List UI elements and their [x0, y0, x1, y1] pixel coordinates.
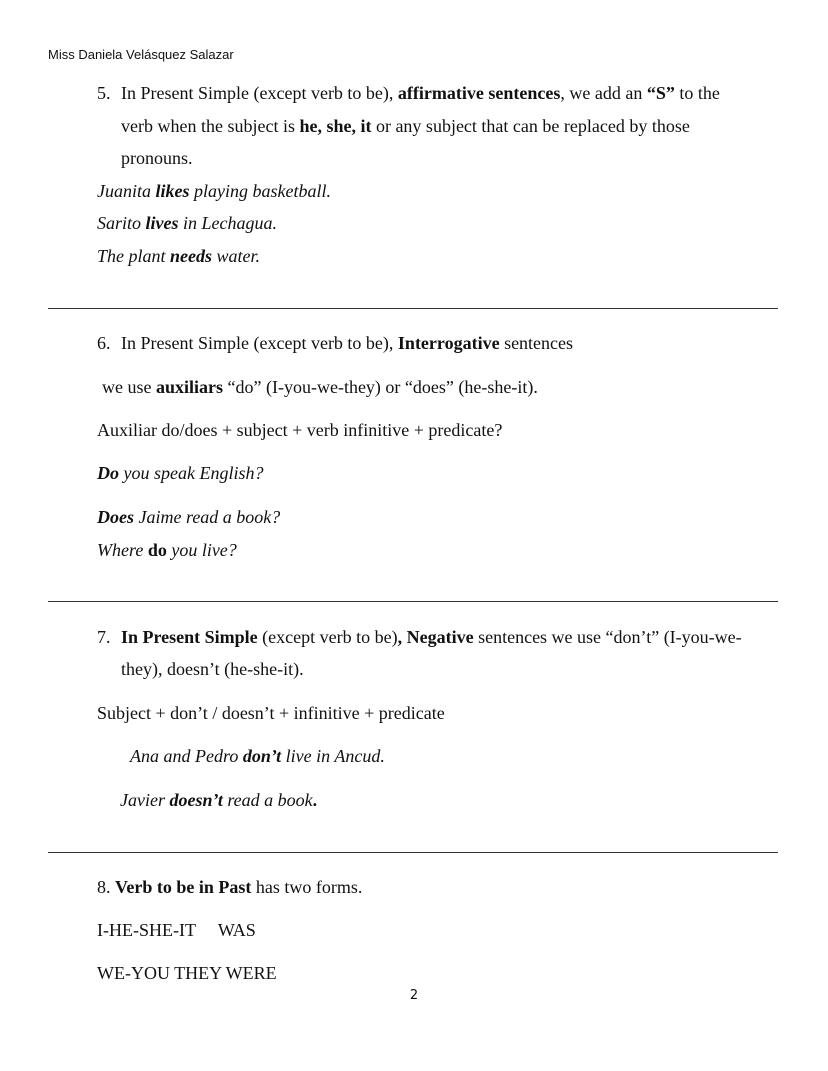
- section-8-line-1: [97, 877, 362, 899]
- text: sentences we use “don’t” (I-you-we-: [473, 627, 742, 647]
- example-sentence: [120, 790, 317, 812]
- bold-text: Do: [97, 463, 119, 483]
- bold-text: don’t: [242, 746, 282, 766]
- example-sentence: [97, 213, 277, 235]
- text: verb when the subject is: [121, 116, 300, 136]
- bold-text: auxiliars: [155, 377, 223, 397]
- text: Where: [97, 540, 148, 560]
- example-sentence: [97, 463, 263, 485]
- bold-text: lives: [145, 213, 179, 233]
- bold-text: .: [312, 790, 318, 810]
- past-form-row: WE-YOU THEY WERE: [97, 963, 277, 983]
- text: Juanita: [97, 181, 156, 201]
- text: Javier: [120, 790, 170, 810]
- text: read a book: [222, 790, 313, 810]
- text: you speak English?: [119, 463, 264, 483]
- author-header: Miss Daniela Velásquez Salazar: [48, 47, 234, 62]
- text: “do” (I-you-we-they) or “does” (he-she-it).: [223, 377, 538, 397]
- formula: Auxiliar do/does + subject + verb infinitive + predicate?: [97, 420, 503, 440]
- text: Ana and Pedro: [130, 746, 243, 766]
- text: in Lechagua.: [178, 213, 278, 233]
- section-7-number: 7.: [97, 627, 111, 647]
- text: water.: [212, 246, 261, 266]
- text: has two forms.: [251, 877, 363, 897]
- text: Jaime read a book?: [134, 507, 281, 527]
- text: The plant: [97, 246, 171, 266]
- section-6-line-1: [97, 333, 573, 355]
- text: to the: [674, 83, 720, 103]
- section-7-line-2: they), doesn’t (he-she-it).: [121, 659, 304, 679]
- divider: [48, 308, 778, 309]
- section-8-number: 8.: [97, 877, 115, 897]
- bold-text: In Present Simple: [121, 627, 258, 647]
- text: Sarito: [97, 213, 146, 233]
- section-6-number: 6.: [97, 333, 111, 353]
- example-sentence: [130, 746, 385, 768]
- page-number: 2: [409, 988, 419, 1003]
- bold-text: do: [147, 540, 167, 560]
- section-5-line-2: [121, 116, 690, 138]
- text: (except verb to be): [257, 627, 398, 647]
- section-5-line-1: [97, 83, 720, 105]
- text: In Present Simple (except verb to be),: [121, 83, 398, 103]
- text: playing basketball.: [189, 181, 331, 201]
- bold-text: Interrogative: [397, 333, 500, 353]
- example-sentence: [97, 540, 237, 562]
- text: you live?: [166, 540, 237, 560]
- past-form-row: I-HE-SHE-IT WAS: [97, 920, 256, 940]
- text: or any subject that can be replaced by those: [371, 116, 690, 136]
- bold-text: he, she, it: [299, 116, 372, 136]
- text: we use: [102, 377, 156, 397]
- bold-text: doesn’t: [169, 790, 223, 810]
- example-sentence: [97, 507, 280, 529]
- bold-text: needs: [170, 246, 213, 266]
- divider: [48, 601, 778, 602]
- text: , we add an: [560, 83, 647, 103]
- section-5-number: 5.: [97, 83, 111, 103]
- bold-text: Verb to be in Past: [115, 877, 252, 897]
- bold-text: Does: [97, 507, 134, 527]
- bold-text: “S”: [646, 83, 675, 103]
- text: In Present Simple (except verb to be),: [121, 333, 398, 353]
- text: live in Ancud.: [281, 746, 385, 766]
- section-6-line-2: [102, 377, 538, 399]
- divider: [48, 852, 778, 853]
- bold-text: , Negative: [397, 627, 474, 647]
- bold-text: affirmative sentences: [397, 83, 561, 103]
- section-5-line-3: pronouns.: [121, 148, 193, 168]
- section-7-line-1: [97, 627, 742, 649]
- example-sentence: [97, 181, 331, 203]
- example-sentence: [97, 246, 260, 268]
- formula: Subject + don’t / doesn’t + infinitive + predicate: [97, 703, 445, 723]
- text: sentences: [499, 333, 574, 353]
- bold-text: likes: [155, 181, 190, 201]
